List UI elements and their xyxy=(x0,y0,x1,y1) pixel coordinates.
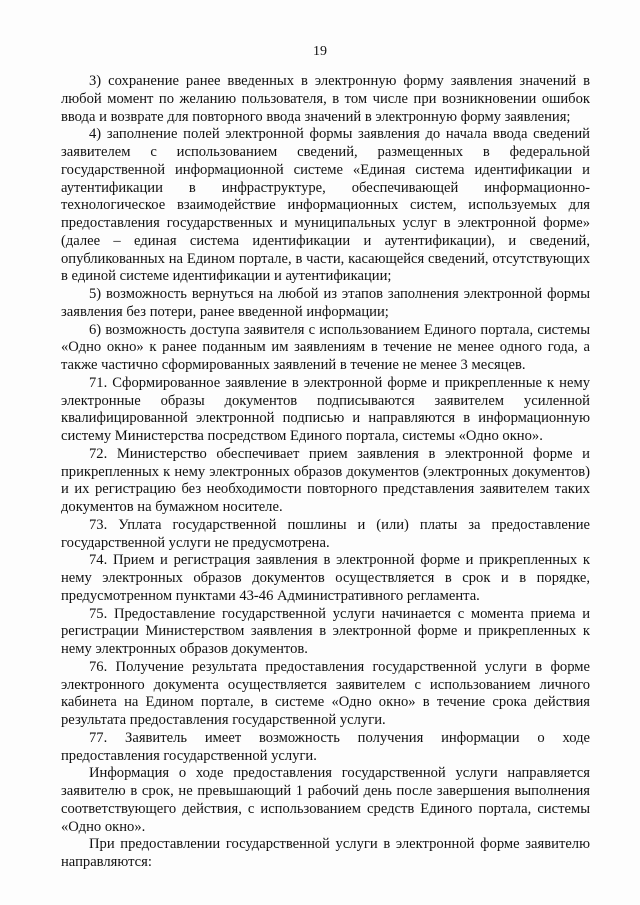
paragraph-77: 77. Заявитель имеет возможность получения информации о ходе предоставления государственной услуги. xyxy=(61,729,590,764)
document-body xyxy=(61,73,590,872)
paragraph-5: 5) возможность вернуться на любой из этапов заполнения электронной формы заявления без потери, ранее введенной информации; xyxy=(61,286,590,320)
paragraph-3: 3) сохранение ранее введенных в электронную форму заявления значений в любой момент по желанию пользователя, в том числе при возникновении ошибок ввода и возврате для повторного ввода значений в электронную форму заявления; xyxy=(61,73,590,125)
paragraph-73: 73. Уплата государственной пошлины и (или) платы за предоставление государственной услуги не предусмотрена. xyxy=(61,516,590,551)
paragraph-electronic-notice: При предоставлении государственной услуги в электронной форме заявителю направляются: xyxy=(61,836,590,870)
paragraph-6: 6) возможность доступа заявителя с использованием Единого портала, системы «Одно окно» к ранее поданным им заявлениям в течение не менее одного года, а также частично сформированных заявлений в течение не менее 3 месяцев. xyxy=(61,321,590,373)
page-number: 19 xyxy=(313,44,327,59)
paragraph-75: 75. Предоставление государственной услуги начинается с момента приема и регистрации Министерством заявления в электронной форме и прикрепленных к нему электронных образов документов. xyxy=(61,605,590,657)
paragraph-4: 4) заполнение полей электронной формы заявления до начала ввода сведений заявителем с использованием сведений, размещенных в федеральной государственной информационной системе «Единая система идентификации и аутентификации в инфраструктуре, обеспечивающей информационно-технологическое взаимодействие информационных систем, используемых для предоставления государственных и муниципальных услуг в электронной форме» (далее – единая система идентификации и аутентификации), и сведений, опубликованных на Едином портале, в части, касающейся сведений, отсутствующих в единой системе идентификации и аутентификации; xyxy=(61,126,590,285)
paragraph-76: 76. Получение результата предоставления государственной услуги в форме электронного документа осуществляется заявителем с использованием личного кабинета на Едином портале, в системе «Одно окно» в течение срока действия результата предоставления государственной услуги. xyxy=(61,658,590,728)
paragraph-72: 72. Министерство обеспечивает прием заявления в электронной форме и прикрепленных к нему электронных образов документов (электронных документов) и их регистрацию без необходимости повторного представления заявителем таких документов на бумажном носителе. xyxy=(61,445,590,515)
paragraph-info: Информация о ходе предоставления государственной услуги направляется заявителю в срок, не превышающий 1 рабочий день после завершения выполнения соответствующего действия, с использованием средств Единого портала, системы «Одно окно». xyxy=(61,765,590,835)
paragraph-71: 71. Сформированное заявление в электронной форме и прикрепленные к нему электронные образы документов подписываются заявителем усиленной квалифицированной электронной подписью и направляются в информационную систему Министерства посредством Единого портала, системы «Одно окно». xyxy=(61,374,590,444)
paragraph-74: 74. Прием и регистрация заявления в электронной форме и прикрепленных к нему электронных образов документов осуществляется в срок и в порядке, предусмотренном пунктами 43-46 Административного регламента. xyxy=(61,552,590,604)
